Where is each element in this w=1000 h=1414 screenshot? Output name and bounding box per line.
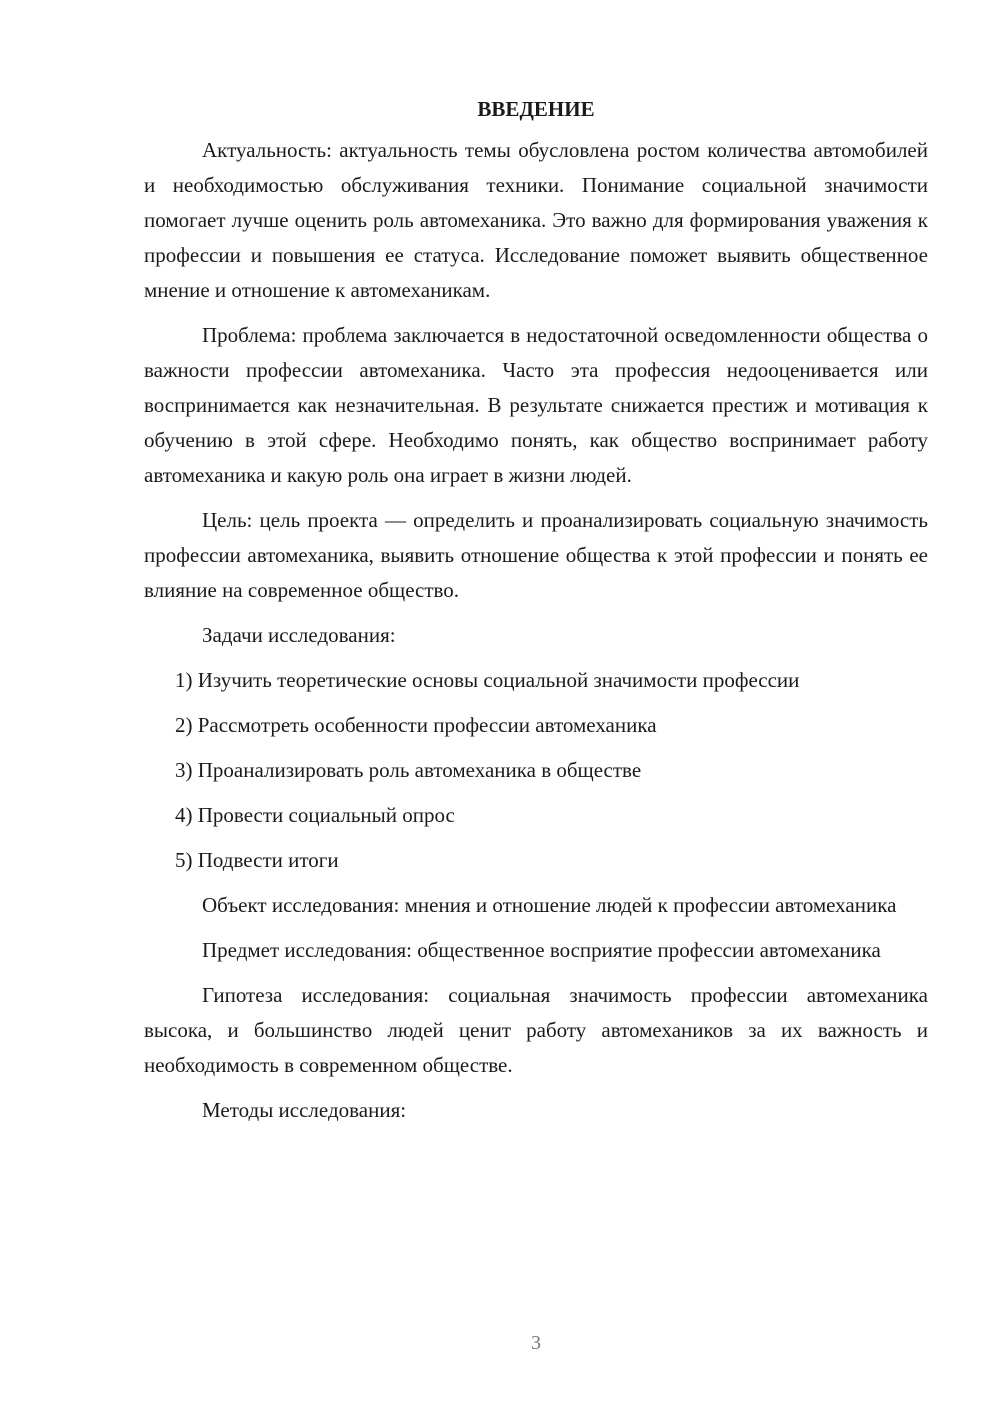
tasks-heading: Задачи исследования: bbox=[202, 623, 396, 647]
list-item: 5) Подвести итоги bbox=[175, 848, 339, 872]
paragraph-relevance: Актуальность: актуальность темы обусловлена ростом количества автомобилей и необходимостью обслуживания техники. Понимание социальной значимости помогает лучше оценить роль автомеханика. Это важно для формирования уважения к профессии и повышения ее статуса. Исследование поможет выявить общественное мнение и отношение к автомеханикам. bbox=[144, 138, 928, 302]
section-title: ВВЕДЕНИЕ bbox=[477, 97, 595, 121]
list-item: 3) Проанализировать роль автомеханика в обществе bbox=[175, 758, 642, 782]
paragraph-goal: Цель: цель проекта — определить и проанализировать социальную значимость профессии автомеханика, выявить отношение общества к этой профессии и понять ее влияние на современное общество. bbox=[144, 508, 928, 602]
document-body bbox=[144, 92, 928, 1138]
page-number: 3 bbox=[531, 1332, 541, 1354]
paragraph-hypothesis: Гипотеза исследования: социальная значимость профессии автомеханика высока, и большинство людей ценит работу автомехаников за их важность и необходимость в современном обществе. bbox=[144, 983, 928, 1077]
paragraph-problem: Проблема: проблема заключается в недостаточной осведомленности общества о важности профессии автомеханика. Часто эта профессия недооценивается или воспринимается как незначительная. В результате снижается престиж и мотивация к обучению в этой сфере. Необходимо понять, как общество воспринимает работу автомеханика и какую роль она играет в жизни людей. bbox=[144, 323, 928, 487]
list-item: 1) Изучить теоретические основы социальной значимости профессии bbox=[175, 668, 800, 692]
list-item: 2) Рассмотреть особенности профессии автомеханика bbox=[175, 713, 657, 737]
paragraph-object: Объект исследования: мнения и отношение людей к профессии автомеханика bbox=[202, 893, 897, 917]
methods-heading: Методы исследования: bbox=[202, 1098, 407, 1122]
list-item: 4) Провести социальный опрос bbox=[175, 803, 455, 827]
tasks-list bbox=[144, 663, 928, 878]
paragraph-subject: Предмет исследования: общественное восприятие профессии автомеханика bbox=[202, 938, 881, 962]
